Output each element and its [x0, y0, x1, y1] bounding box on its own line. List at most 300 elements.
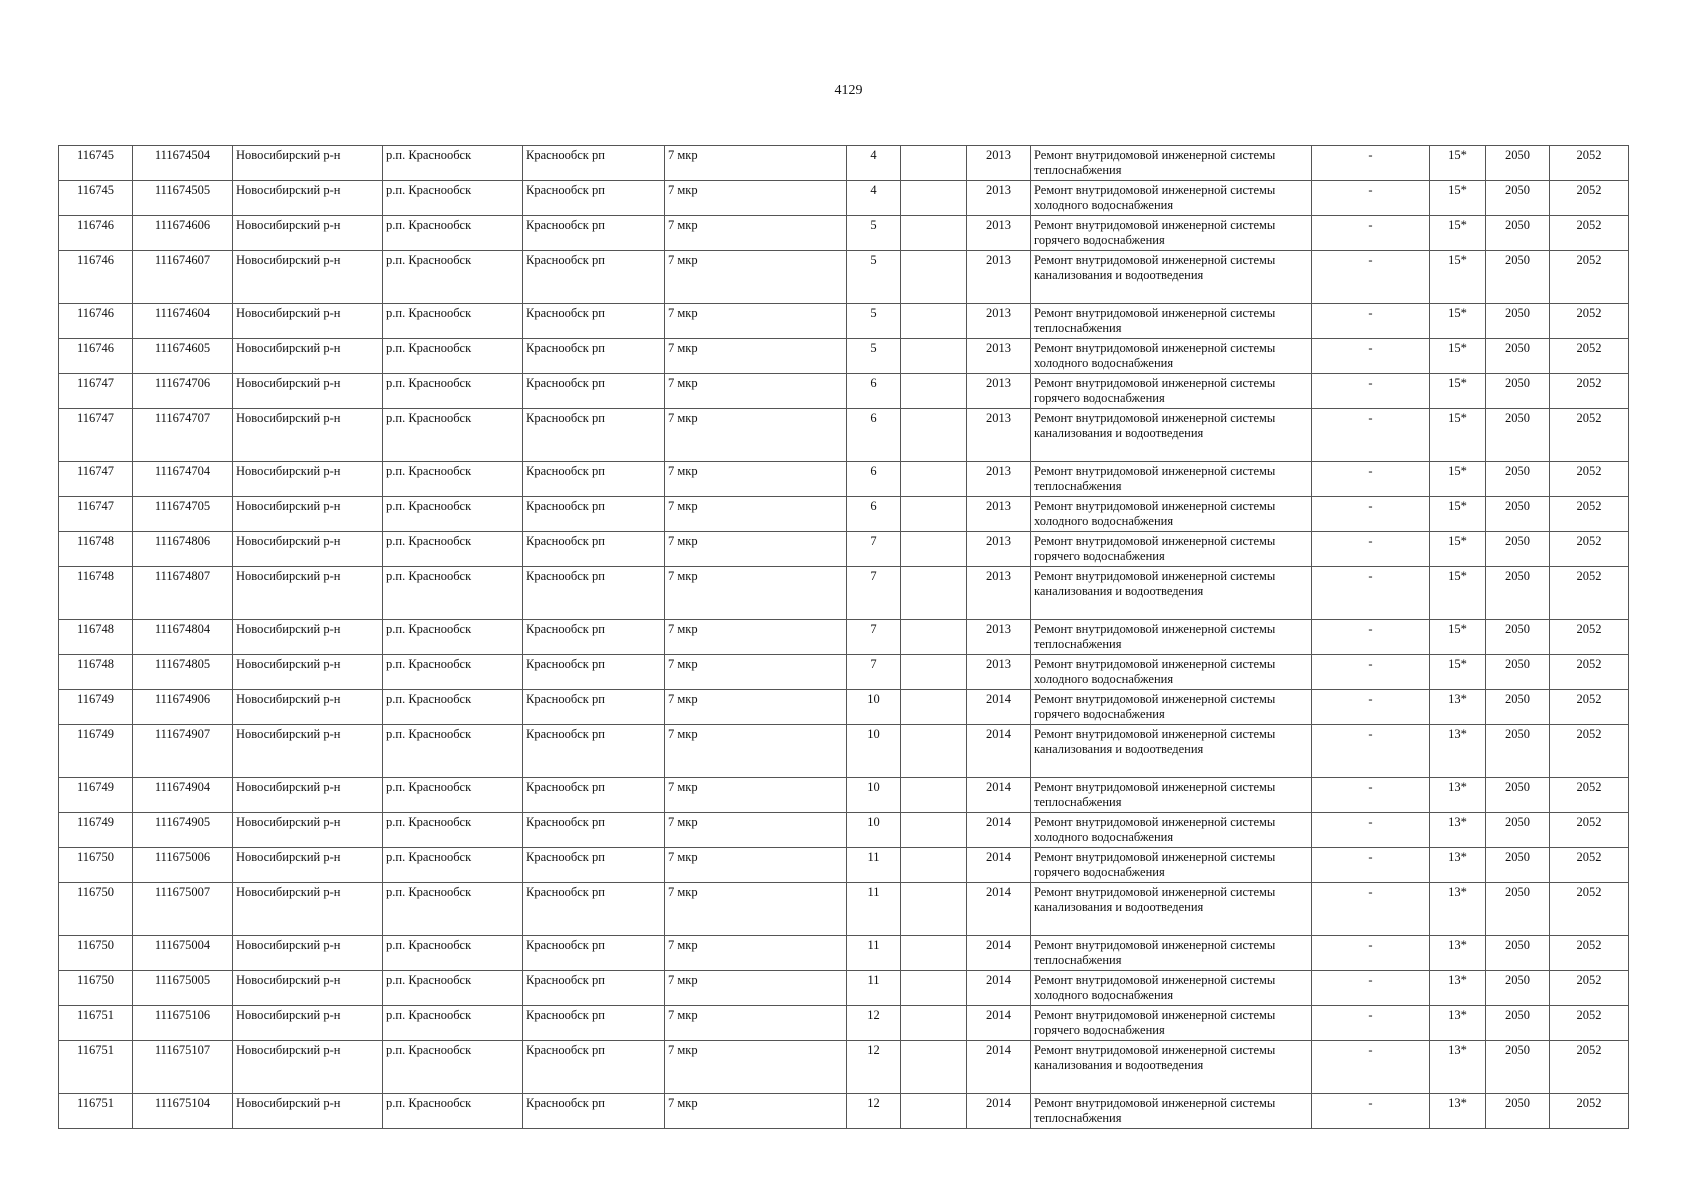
cell-year-built: 2014 [967, 936, 1031, 971]
cell-building [901, 216, 967, 251]
cell-street: 7 мкр [665, 883, 847, 936]
cell-house-number: 5 [847, 339, 901, 374]
cell-house-id: 116748 [59, 567, 133, 620]
cell-year-built: 2014 [967, 813, 1031, 848]
cell-service-life: 15* [1430, 304, 1486, 339]
table-row [59, 1094, 1629, 1129]
cell-locality: Краснообск рп [523, 936, 665, 971]
cell-house-number: 5 [847, 251, 901, 304]
cell-settlement: р.п. Краснообск [383, 567, 523, 620]
table-row [59, 620, 1629, 655]
cell-year-built: 2013 [967, 181, 1031, 216]
cell-settlement: р.п. Краснообск [383, 1094, 523, 1129]
cell-repair-year-to: 2052 [1550, 883, 1629, 936]
cell-house-id: 116751 [59, 1006, 133, 1041]
cell-service-life: 13* [1430, 813, 1486, 848]
cell-year-built: 2013 [967, 532, 1031, 567]
cell-house-id: 116750 [59, 971, 133, 1006]
cell-house-id: 116749 [59, 813, 133, 848]
cell-repair-year-to: 2052 [1550, 567, 1629, 620]
cell-work-type: Ремонт внутридомовой инженерной системы теплоснабжения [1031, 778, 1312, 813]
cell-repair-year-to: 2052 [1550, 655, 1629, 690]
cell-street: 7 мкр [665, 339, 847, 374]
cell-locality: Краснообск рп [523, 813, 665, 848]
cell-element-id: 111674504 [133, 146, 233, 181]
table-row [59, 409, 1629, 462]
cell-work-type: Ремонт внутридомовой инженерной системы горячего водоснабжения [1031, 1006, 1312, 1041]
cell-house-number: 12 [847, 1094, 901, 1129]
cell-element-id: 111674505 [133, 181, 233, 216]
cell-service-life: 15* [1430, 567, 1486, 620]
cell-year-built: 2013 [967, 462, 1031, 497]
cell-district: Новосибирский р-н [233, 1041, 383, 1094]
cell-element-id: 111674607 [133, 251, 233, 304]
cell-street: 7 мкр [665, 655, 847, 690]
cell-settlement: р.п. Краснообск [383, 146, 523, 181]
cell-house-id: 116746 [59, 304, 133, 339]
cell-district: Новосибирский р-н [233, 936, 383, 971]
cell-building [901, 251, 967, 304]
cell-repair-year-from: 2050 [1486, 848, 1550, 883]
cell-year-built: 2014 [967, 848, 1031, 883]
cell-house-id: 116746 [59, 216, 133, 251]
cell-house-number: 10 [847, 690, 901, 725]
cell-district: Новосибирский р-н [233, 462, 383, 497]
cell-repair-year-from: 2050 [1486, 181, 1550, 216]
cell-locality: Краснообск рп [523, 725, 665, 778]
cell-street: 7 мкр [665, 216, 847, 251]
cell-blank-marker: - [1312, 532, 1430, 567]
cell-element-id: 111675006 [133, 848, 233, 883]
cell-element-id: 111674806 [133, 532, 233, 567]
cell-service-life: 13* [1430, 936, 1486, 971]
cell-locality: Краснообск рп [523, 374, 665, 409]
cell-locality: Краснообск рп [523, 532, 665, 567]
cell-year-built: 2013 [967, 304, 1031, 339]
cell-building [901, 971, 967, 1006]
cell-repair-year-from: 2050 [1486, 497, 1550, 532]
cell-district: Новосибирский р-н [233, 567, 383, 620]
cell-element-id: 111675005 [133, 971, 233, 1006]
cell-blank-marker: - [1312, 339, 1430, 374]
cell-house-number: 6 [847, 374, 901, 409]
cell-house-id: 116746 [59, 251, 133, 304]
cell-house-number: 7 [847, 620, 901, 655]
cell-year-built: 2013 [967, 216, 1031, 251]
cell-work-type: Ремонт внутридомовой инженерной системы горячего водоснабжения [1031, 532, 1312, 567]
cell-house-id: 116748 [59, 620, 133, 655]
cell-house-id: 116748 [59, 532, 133, 567]
cell-work-type: Ремонт внутридомовой инженерной системы холодного водоснабжения [1031, 655, 1312, 690]
cell-settlement: р.п. Краснообск [383, 883, 523, 936]
cell-service-life: 13* [1430, 690, 1486, 725]
cell-building [901, 936, 967, 971]
table-row [59, 883, 1629, 936]
cell-element-id: 111675104 [133, 1094, 233, 1129]
cell-locality: Краснообск рп [523, 216, 665, 251]
cell-building [901, 532, 967, 567]
cell-building [901, 848, 967, 883]
cell-repair-year-from: 2050 [1486, 216, 1550, 251]
cell-settlement: р.п. Краснообск [383, 374, 523, 409]
cell-locality: Краснообск рп [523, 497, 665, 532]
cell-year-built: 2014 [967, 1094, 1031, 1129]
cell-work-type: Ремонт внутридомовой инженерной системы теплоснабжения [1031, 936, 1312, 971]
cell-settlement: р.п. Краснообск [383, 813, 523, 848]
cell-service-life: 13* [1430, 1041, 1486, 1094]
cell-street: 7 мкр [665, 1006, 847, 1041]
cell-repair-year-to: 2052 [1550, 690, 1629, 725]
cell-settlement: р.п. Краснообск [383, 848, 523, 883]
cell-district: Новосибирский р-н [233, 655, 383, 690]
cell-locality: Краснообск рп [523, 1006, 665, 1041]
cell-repair-year-to: 2052 [1550, 936, 1629, 971]
cell-blank-marker: - [1312, 883, 1430, 936]
cell-building [901, 655, 967, 690]
cell-district: Новосибирский р-н [233, 1006, 383, 1041]
cell-blank-marker: - [1312, 690, 1430, 725]
cell-street: 7 мкр [665, 848, 847, 883]
cell-blank-marker: - [1312, 216, 1430, 251]
cell-service-life: 15* [1430, 462, 1486, 497]
cell-repair-year-from: 2050 [1486, 532, 1550, 567]
cell-element-id: 111674804 [133, 620, 233, 655]
cell-building [901, 374, 967, 409]
cell-repair-year-from: 2050 [1486, 971, 1550, 1006]
table-row [59, 462, 1629, 497]
cell-house-number: 5 [847, 304, 901, 339]
cell-house-number: 12 [847, 1041, 901, 1094]
cell-house-number: 7 [847, 567, 901, 620]
cell-house-id: 116749 [59, 690, 133, 725]
table-row [59, 778, 1629, 813]
cell-district: Новосибирский р-н [233, 620, 383, 655]
cell-locality: Краснообск рп [523, 690, 665, 725]
cell-house-id: 116745 [59, 181, 133, 216]
cell-year-built: 2013 [967, 497, 1031, 532]
cell-locality: Краснообск рп [523, 409, 665, 462]
cell-settlement: р.п. Краснообск [383, 304, 523, 339]
table-row [59, 304, 1629, 339]
cell-repair-year-to: 2052 [1550, 1094, 1629, 1129]
cell-building [901, 1041, 967, 1094]
cell-house-number: 10 [847, 813, 901, 848]
cell-building [901, 813, 967, 848]
cell-street: 7 мкр [665, 181, 847, 216]
cell-service-life: 15* [1430, 251, 1486, 304]
cell-street: 7 мкр [665, 146, 847, 181]
cell-blank-marker: - [1312, 374, 1430, 409]
cell-street: 7 мкр [665, 1094, 847, 1129]
cell-year-built: 2013 [967, 567, 1031, 620]
cell-service-life: 15* [1430, 655, 1486, 690]
cell-house-id: 116748 [59, 655, 133, 690]
cell-blank-marker: - [1312, 251, 1430, 304]
cell-service-life: 13* [1430, 971, 1486, 1006]
cell-district: Новосибирский р-н [233, 883, 383, 936]
cell-settlement: р.п. Краснообск [383, 936, 523, 971]
cell-repair-year-to: 2052 [1550, 1041, 1629, 1094]
cell-work-type: Ремонт внутридомовой инженерной системы канализования и водоотведения [1031, 883, 1312, 936]
cell-house-id: 116751 [59, 1041, 133, 1094]
cell-work-type: Ремонт внутридомовой инженерной системы канализования и водоотведения [1031, 409, 1312, 462]
capital-repair-table [58, 145, 1629, 1129]
cell-house-id: 116750 [59, 883, 133, 936]
cell-element-id: 111675106 [133, 1006, 233, 1041]
table-row [59, 216, 1629, 251]
cell-repair-year-from: 2050 [1486, 883, 1550, 936]
cell-house-number: 4 [847, 181, 901, 216]
cell-street: 7 мкр [665, 567, 847, 620]
table-row [59, 1041, 1629, 1094]
cell-district: Новосибирский р-н [233, 497, 383, 532]
cell-element-id: 111674705 [133, 497, 233, 532]
cell-district: Новосибирский р-н [233, 216, 383, 251]
cell-work-type: Ремонт внутридомовой инженерной системы теплоснабжения [1031, 462, 1312, 497]
cell-house-number: 6 [847, 462, 901, 497]
cell-house-id: 116747 [59, 409, 133, 462]
cell-repair-year-to: 2052 [1550, 813, 1629, 848]
cell-blank-marker: - [1312, 848, 1430, 883]
cell-locality: Краснообск рп [523, 146, 665, 181]
cell-year-built: 2014 [967, 778, 1031, 813]
cell-repair-year-from: 2050 [1486, 1006, 1550, 1041]
cell-work-type: Ремонт внутридомовой инженерной системы канализования и водоотведения [1031, 1041, 1312, 1094]
cell-repair-year-to: 2052 [1550, 462, 1629, 497]
cell-district: Новосибирский р-н [233, 778, 383, 813]
cell-element-id: 111674907 [133, 725, 233, 778]
cell-work-type: Ремонт внутридомовой инженерной системы теплоснабжения [1031, 304, 1312, 339]
cell-settlement: р.п. Краснообск [383, 216, 523, 251]
cell-street: 7 мкр [665, 690, 847, 725]
cell-element-id: 111675007 [133, 883, 233, 936]
cell-district: Новосибирский р-н [233, 1094, 383, 1129]
table-row [59, 848, 1629, 883]
cell-year-built: 2013 [967, 409, 1031, 462]
cell-repair-year-to: 2052 [1550, 181, 1629, 216]
cell-service-life: 15* [1430, 620, 1486, 655]
cell-settlement: р.п. Краснообск [383, 339, 523, 374]
cell-building [901, 567, 967, 620]
cell-work-type: Ремонт внутридомовой инженерной системы холодного водоснабжения [1031, 497, 1312, 532]
cell-building [901, 725, 967, 778]
cell-house-number: 12 [847, 1006, 901, 1041]
cell-locality: Краснообск рп [523, 848, 665, 883]
table-row [59, 567, 1629, 620]
cell-locality: Краснообск рп [523, 1094, 665, 1129]
cell-repair-year-from: 2050 [1486, 567, 1550, 620]
cell-repair-year-to: 2052 [1550, 778, 1629, 813]
cell-year-built: 2014 [967, 971, 1031, 1006]
cell-service-life: 15* [1430, 409, 1486, 462]
cell-settlement: р.п. Краснообск [383, 532, 523, 567]
table-row [59, 725, 1629, 778]
table-row [59, 181, 1629, 216]
cell-year-built: 2013 [967, 620, 1031, 655]
table-row [59, 339, 1629, 374]
cell-house-number: 6 [847, 409, 901, 462]
cell-blank-marker: - [1312, 1041, 1430, 1094]
cell-district: Новосибирский р-н [233, 409, 383, 462]
cell-building [901, 883, 967, 936]
cell-blank-marker: - [1312, 813, 1430, 848]
table-row [59, 971, 1629, 1006]
cell-building [901, 409, 967, 462]
cell-blank-marker: - [1312, 936, 1430, 971]
cell-element-id: 111675004 [133, 936, 233, 971]
table-row [59, 655, 1629, 690]
cell-settlement: р.п. Краснообск [383, 778, 523, 813]
cell-house-number: 6 [847, 497, 901, 532]
cell-blank-marker: - [1312, 462, 1430, 497]
table-row [59, 497, 1629, 532]
cell-settlement: р.п. Краснообск [383, 497, 523, 532]
cell-building [901, 146, 967, 181]
cell-district: Новосибирский р-н [233, 971, 383, 1006]
cell-element-id: 111674606 [133, 216, 233, 251]
cell-service-life: 15* [1430, 532, 1486, 567]
cell-house-number: 10 [847, 778, 901, 813]
cell-element-id: 111674704 [133, 462, 233, 497]
cell-service-life: 15* [1430, 181, 1486, 216]
cell-district: Новосибирский р-н [233, 813, 383, 848]
cell-blank-marker: - [1312, 567, 1430, 620]
cell-repair-year-to: 2052 [1550, 1006, 1629, 1041]
cell-year-built: 2013 [967, 146, 1031, 181]
cell-blank-marker: - [1312, 655, 1430, 690]
table-row [59, 532, 1629, 567]
cell-district: Новосибирский р-н [233, 725, 383, 778]
cell-service-life: 13* [1430, 778, 1486, 813]
cell-settlement: р.п. Краснообск [383, 620, 523, 655]
cell-locality: Краснообск рп [523, 778, 665, 813]
cell-settlement: р.п. Краснообск [383, 971, 523, 1006]
cell-blank-marker: - [1312, 497, 1430, 532]
cell-blank-marker: - [1312, 409, 1430, 462]
cell-house-number: 7 [847, 655, 901, 690]
cell-house-number: 11 [847, 936, 901, 971]
cell-repair-year-to: 2052 [1550, 374, 1629, 409]
cell-locality: Краснообск рп [523, 620, 665, 655]
cell-work-type: Ремонт внутридомовой инженерной системы холодного водоснабжения [1031, 339, 1312, 374]
cell-element-id: 111674707 [133, 409, 233, 462]
cell-district: Новосибирский р-н [233, 690, 383, 725]
cell-locality: Краснообск рп [523, 655, 665, 690]
cell-building [901, 690, 967, 725]
cell-street: 7 мкр [665, 532, 847, 567]
table-body [59, 146, 1629, 1129]
page-number: 4129 [834, 83, 863, 98]
cell-house-number: 11 [847, 883, 901, 936]
cell-building [901, 1094, 967, 1129]
cell-repair-year-from: 2050 [1486, 690, 1550, 725]
cell-work-type: Ремонт внутридомовой инженерной системы канализования и водоотведения [1031, 251, 1312, 304]
cell-house-id: 116750 [59, 848, 133, 883]
cell-street: 7 мкр [665, 971, 847, 1006]
cell-year-built: 2013 [967, 339, 1031, 374]
cell-repair-year-from: 2050 [1486, 620, 1550, 655]
cell-repair-year-to: 2052 [1550, 620, 1629, 655]
cell-repair-year-from: 2050 [1486, 936, 1550, 971]
cell-house-id: 116747 [59, 497, 133, 532]
cell-blank-marker: - [1312, 1006, 1430, 1041]
cell-street: 7 мкр [665, 251, 847, 304]
cell-element-id: 111674906 [133, 690, 233, 725]
cell-repair-year-from: 2050 [1486, 778, 1550, 813]
cell-house-number: 5 [847, 216, 901, 251]
cell-work-type: Ремонт внутридомовой инженерной системы теплоснабжения [1031, 1094, 1312, 1129]
cell-blank-marker: - [1312, 181, 1430, 216]
cell-element-id: 111674604 [133, 304, 233, 339]
cell-work-type: Ремонт внутридомовой инженерной системы холодного водоснабжения [1031, 971, 1312, 1006]
cell-street: 7 мкр [665, 497, 847, 532]
cell-street: 7 мкр [665, 620, 847, 655]
table-row [59, 251, 1629, 304]
cell-repair-year-to: 2052 [1550, 848, 1629, 883]
cell-service-life: 15* [1430, 497, 1486, 532]
table-row [59, 690, 1629, 725]
cell-element-id: 111674605 [133, 339, 233, 374]
cell-blank-marker: - [1312, 304, 1430, 339]
cell-district: Новосибирский р-н [233, 304, 383, 339]
cell-building [901, 339, 967, 374]
cell-blank-marker: - [1312, 1094, 1430, 1129]
cell-year-built: 2014 [967, 1006, 1031, 1041]
cell-building [901, 497, 967, 532]
cell-year-built: 2013 [967, 374, 1031, 409]
cell-work-type: Ремонт внутридомовой инженерной системы канализования и водоотведения [1031, 567, 1312, 620]
cell-street: 7 мкр [665, 725, 847, 778]
cell-street: 7 мкр [665, 462, 847, 497]
cell-repair-year-to: 2052 [1550, 146, 1629, 181]
cell-repair-year-to: 2052 [1550, 532, 1629, 567]
cell-house-number: 11 [847, 971, 901, 1006]
cell-locality: Краснообск рп [523, 971, 665, 1006]
cell-street: 7 мкр [665, 936, 847, 971]
table-row [59, 1006, 1629, 1041]
cell-element-id: 111675107 [133, 1041, 233, 1094]
cell-street: 7 мкр [665, 813, 847, 848]
cell-repair-year-to: 2052 [1550, 304, 1629, 339]
cell-repair-year-to: 2052 [1550, 497, 1629, 532]
cell-locality: Краснообск рп [523, 567, 665, 620]
cell-repair-year-from: 2050 [1486, 409, 1550, 462]
cell-repair-year-from: 2050 [1486, 304, 1550, 339]
cell-house-number: 10 [847, 725, 901, 778]
cell-building [901, 181, 967, 216]
cell-district: Новосибирский р-н [233, 181, 383, 216]
cell-service-life: 15* [1430, 216, 1486, 251]
cell-year-built: 2014 [967, 725, 1031, 778]
cell-locality: Краснообск рп [523, 251, 665, 304]
cell-service-life: 13* [1430, 883, 1486, 936]
cell-house-id: 116747 [59, 374, 133, 409]
cell-blank-marker: - [1312, 620, 1430, 655]
cell-house-id: 116745 [59, 146, 133, 181]
cell-work-type: Ремонт внутридомовой инженерной системы горячего водоснабжения [1031, 690, 1312, 725]
cell-street: 7 мкр [665, 409, 847, 462]
cell-repair-year-from: 2050 [1486, 1041, 1550, 1094]
cell-element-id: 111674904 [133, 778, 233, 813]
cell-building [901, 304, 967, 339]
cell-locality: Краснообск рп [523, 339, 665, 374]
cell-work-type: Ремонт внутридомовой инженерной системы канализования и водоотведения [1031, 725, 1312, 778]
cell-district: Новосибирский р-н [233, 532, 383, 567]
cell-settlement: р.п. Краснообск [383, 1006, 523, 1041]
cell-building [901, 778, 967, 813]
cell-repair-year-to: 2052 [1550, 409, 1629, 462]
cell-repair-year-from: 2050 [1486, 339, 1550, 374]
